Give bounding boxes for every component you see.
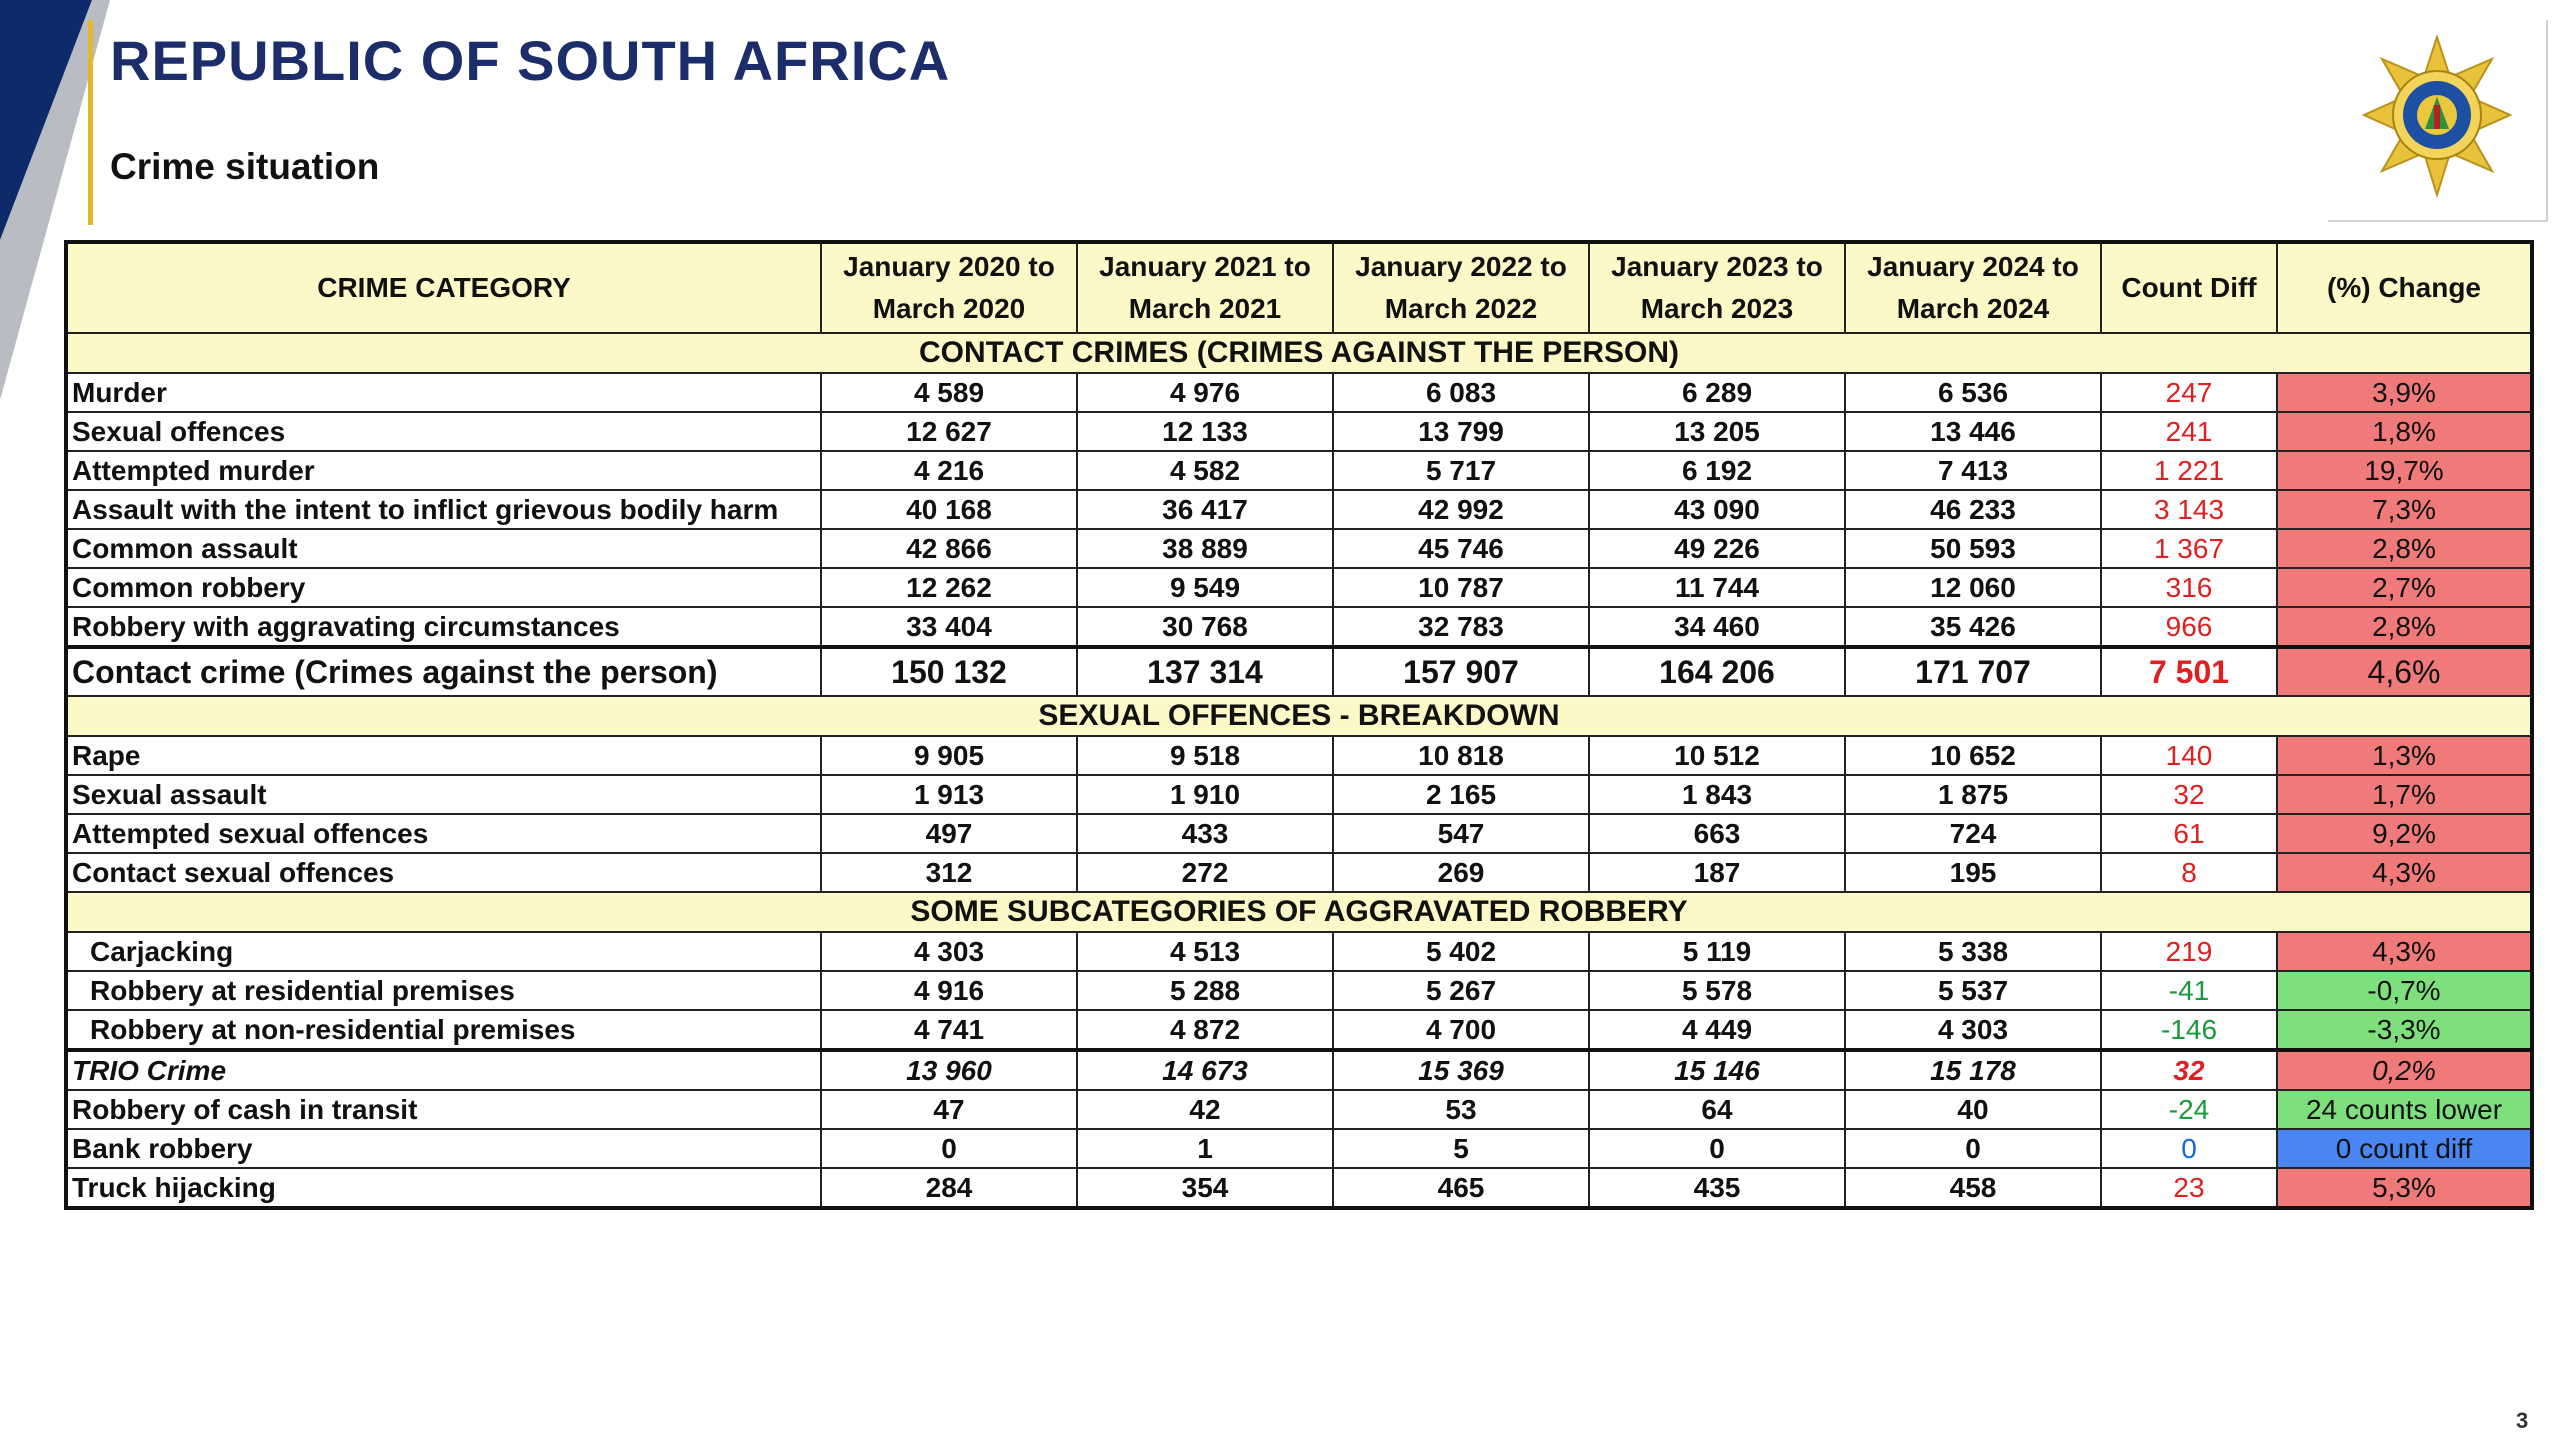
period-value-cell: 4 700 (1333, 1010, 1589, 1050)
period-value-cell: 6 289 (1589, 373, 1845, 412)
count-diff-cell: 3 143 (2101, 490, 2277, 529)
crime-category-cell: Robbery at residential premises (66, 971, 821, 1010)
period-value-cell: 42 992 (1333, 490, 1589, 529)
table-row (66, 932, 2532, 971)
period-value-cell: 4 741 (821, 1010, 1077, 1050)
count-diff-cell: 316 (2101, 568, 2277, 607)
column-header-2022: January 2022 to March 2022 (1333, 242, 1589, 333)
crime-category-cell: Bank robbery (66, 1129, 821, 1168)
period-value-cell: 9 549 (1077, 568, 1333, 607)
period-value-cell: 14 673 (1077, 1050, 1333, 1090)
column-header-category: CRIME CATEGORY (66, 242, 821, 333)
percent-change-cell: 1,7% (2277, 775, 2532, 814)
count-diff-cell: 32 (2101, 775, 2277, 814)
period-value-cell: 724 (1845, 814, 2101, 853)
count-diff-cell: 219 (2101, 932, 2277, 971)
column-header-2021: January 2021 to March 2021 (1077, 242, 1333, 333)
period-value-cell: 9 518 (1077, 736, 1333, 775)
crime-category-cell: Contact crime (Crimes against the person) (66, 647, 821, 696)
period-value-cell: 42 (1077, 1090, 1333, 1129)
period-value-cell: 12 133 (1077, 412, 1333, 451)
period-value-cell: 0 (1589, 1129, 1845, 1168)
period-value-cell: 6 536 (1845, 373, 2101, 412)
period-value-cell: 12 060 (1845, 568, 2101, 607)
crime-category-cell: Robbery with aggravating circumstances (66, 607, 821, 647)
column-header-2020: January 2020 to March 2020 (821, 242, 1077, 333)
period-value-cell: 40 (1845, 1090, 2101, 1129)
table-row (66, 568, 2532, 607)
crime-category-cell: TRIO Crime (66, 1050, 821, 1090)
count-diff-cell: 1 367 (2101, 529, 2277, 568)
percent-change-cell: 4,3% (2277, 932, 2532, 971)
period-value-cell: 171 707 (1845, 647, 2101, 696)
period-value-cell: 53 (1333, 1090, 1589, 1129)
table-row (66, 1168, 2532, 1208)
period-value-cell: 64 (1589, 1090, 1845, 1129)
period-value-cell: 49 226 (1589, 529, 1845, 568)
period-value-cell: 13 799 (1333, 412, 1589, 451)
period-value-cell: 4 303 (1845, 1010, 2101, 1050)
period-value-cell: 663 (1589, 814, 1845, 853)
period-value-cell: 13 205 (1589, 412, 1845, 451)
percent-change-cell: 4,6% (2277, 647, 2532, 696)
crime-category-cell: Sexual offences (66, 412, 821, 451)
count-diff-cell: 966 (2101, 607, 2277, 647)
percent-change-cell: 9,2% (2277, 814, 2532, 853)
percent-change-cell: 1,3% (2277, 736, 2532, 775)
period-value-cell: 4 976 (1077, 373, 1333, 412)
saps-logo (2328, 20, 2548, 222)
table-row (66, 373, 2532, 412)
period-value-cell: 15 146 (1589, 1050, 1845, 1090)
period-value-cell: 4 449 (1589, 1010, 1845, 1050)
crime-category-cell: Robbery of cash in transit (66, 1090, 821, 1129)
period-value-cell: 312 (821, 853, 1077, 892)
crime-category-cell: Common robbery (66, 568, 821, 607)
percent-change-cell: 2,8% (2277, 607, 2532, 647)
percent-change-cell: 24 counts lower (2277, 1090, 2532, 1129)
percent-change-cell: 2,8% (2277, 529, 2532, 568)
crime-statistics-table-container (64, 240, 2534, 1210)
percent-change-cell: -3,3% (2277, 1010, 2532, 1050)
period-value-cell: 458 (1845, 1168, 2101, 1208)
table-header-row (66, 242, 2532, 333)
table-row (66, 412, 2532, 451)
period-value-cell: 10 787 (1333, 568, 1589, 607)
count-diff-cell: 8 (2101, 853, 2277, 892)
period-value-cell: 9 905 (821, 736, 1077, 775)
crime-category-cell: Robbery at non-residential premises (66, 1010, 821, 1050)
period-value-cell: 547 (1333, 814, 1589, 853)
police-star-badge-icon (2362, 35, 2512, 205)
percent-change-cell: -0,7% (2277, 971, 2532, 1010)
section-header-row (66, 333, 2532, 373)
percent-change-cell: 3,9% (2277, 373, 2532, 412)
period-value-cell: 12 627 (821, 412, 1077, 451)
percent-change-cell: 7,3% (2277, 490, 2532, 529)
period-value-cell: 269 (1333, 853, 1589, 892)
column-header-2023: January 2023 to March 2023 (1589, 242, 1845, 333)
count-diff-cell: -24 (2101, 1090, 2277, 1129)
period-value-cell: 2 165 (1333, 775, 1589, 814)
table-row (66, 971, 2532, 1010)
table-row (66, 1050, 2532, 1090)
crime-category-cell: Rape (66, 736, 821, 775)
period-value-cell: 46 233 (1845, 490, 2101, 529)
period-value-cell: 195 (1845, 853, 2101, 892)
period-value-cell: 433 (1077, 814, 1333, 853)
table-row (66, 1090, 2532, 1129)
crime-category-cell: Truck hijacking (66, 1168, 821, 1208)
period-value-cell: 187 (1589, 853, 1845, 892)
section-title: CONTACT CRIMES (CRIMES AGAINST THE PERSON) (66, 333, 2532, 373)
table-row (66, 1010, 2532, 1050)
section-header-row (66, 696, 2532, 736)
period-value-cell: 10 512 (1589, 736, 1845, 775)
count-diff-cell: 61 (2101, 814, 2277, 853)
period-value-cell: 15 178 (1845, 1050, 2101, 1090)
period-value-cell: 15 369 (1333, 1050, 1589, 1090)
page-number: 3 (2516, 1408, 2529, 1433)
table-row (66, 736, 2532, 775)
percent-change-cell: 0 count diff (2277, 1129, 2532, 1168)
crime-statistics-table (64, 240, 2534, 1210)
period-value-cell: 40 168 (821, 490, 1077, 529)
period-value-cell: 1 913 (821, 775, 1077, 814)
crime-category-cell: Carjacking (66, 932, 821, 971)
period-value-cell: 497 (821, 814, 1077, 853)
table-row (66, 775, 2532, 814)
crime-category-cell: Contact sexual offences (66, 853, 821, 892)
section-title: SEXUAL OFFENCES - BREAKDOWN (66, 696, 2532, 736)
period-value-cell: 45 746 (1333, 529, 1589, 568)
crime-category-cell: Assault with the intent to inflict grievous bodily harm (66, 490, 821, 529)
period-value-cell: 1 910 (1077, 775, 1333, 814)
period-value-cell: 47 (821, 1090, 1077, 1129)
count-diff-cell: 23 (2101, 1168, 2277, 1208)
section-header-row (66, 892, 2532, 932)
percent-change-cell: 2,7% (2277, 568, 2532, 607)
period-value-cell: 1 843 (1589, 775, 1845, 814)
period-value-cell: 13 960 (821, 1050, 1077, 1090)
column-header-percent-change: (%) Change (2277, 242, 2532, 333)
column-header-2024: January 2024 to March 2024 (1845, 242, 2101, 333)
period-value-cell: 10 652 (1845, 736, 2101, 775)
period-value-cell: 4 582 (1077, 451, 1333, 490)
count-diff-cell: -146 (2101, 1010, 2277, 1050)
period-value-cell: 164 206 (1589, 647, 1845, 696)
crime-category-cell: Murder (66, 373, 821, 412)
percent-change-cell: 5,3% (2277, 1168, 2532, 1208)
count-diff-cell: 247 (2101, 373, 2277, 412)
period-value-cell: 0 (821, 1129, 1077, 1168)
period-value-cell: 11 744 (1589, 568, 1845, 607)
count-diff-cell: 1 221 (2101, 451, 2277, 490)
period-value-cell: 5 119 (1589, 932, 1845, 971)
period-value-cell: 4 216 (821, 451, 1077, 490)
crime-category-cell: Attempted murder (66, 451, 821, 490)
period-value-cell: 5 (1333, 1129, 1589, 1168)
period-value-cell: 36 417 (1077, 490, 1333, 529)
period-value-cell: 5 717 (1333, 451, 1589, 490)
period-value-cell: 5 288 (1077, 971, 1333, 1010)
percent-change-cell: 1,8% (2277, 412, 2532, 451)
count-diff-cell: 140 (2101, 736, 2277, 775)
period-value-cell: 33 404 (821, 607, 1077, 647)
period-value-cell: 42 866 (821, 529, 1077, 568)
period-value-cell: 12 262 (821, 568, 1077, 607)
period-value-cell: 1 (1077, 1129, 1333, 1168)
period-value-cell: 13 446 (1845, 412, 2101, 451)
period-value-cell: 43 090 (1589, 490, 1845, 529)
count-diff-cell: 7 501 (2101, 647, 2277, 696)
period-value-cell: 284 (821, 1168, 1077, 1208)
period-value-cell: 7 413 (1845, 451, 2101, 490)
period-value-cell: 4 589 (821, 373, 1077, 412)
count-diff-cell: 241 (2101, 412, 2277, 451)
percent-change-cell: 19,7% (2277, 451, 2532, 490)
period-value-cell: 465 (1333, 1168, 1589, 1208)
period-value-cell: 4 916 (821, 971, 1077, 1010)
period-value-cell: 10 818 (1333, 736, 1589, 775)
column-header-count-diff: Count Diff (2101, 242, 2277, 333)
period-value-cell: 1 875 (1845, 775, 2101, 814)
period-value-cell: 137 314 (1077, 647, 1333, 696)
table-row (66, 1129, 2532, 1168)
count-diff-cell: -41 (2101, 971, 2277, 1010)
table-row (66, 607, 2532, 647)
period-value-cell: 435 (1589, 1168, 1845, 1208)
percent-change-cell: 4,3% (2277, 853, 2532, 892)
period-value-cell: 272 (1077, 853, 1333, 892)
period-value-cell: 38 889 (1077, 529, 1333, 568)
period-value-cell: 4 303 (821, 932, 1077, 971)
period-value-cell: 30 768 (1077, 607, 1333, 647)
period-value-cell: 5 537 (1845, 971, 2101, 1010)
period-value-cell: 50 593 (1845, 529, 2101, 568)
table-row (66, 814, 2532, 853)
period-value-cell: 0 (1845, 1129, 2101, 1168)
period-value-cell: 5 402 (1333, 932, 1589, 971)
crime-category-cell: Common assault (66, 529, 821, 568)
period-value-cell: 34 460 (1589, 607, 1845, 647)
period-value-cell: 35 426 (1845, 607, 2101, 647)
period-value-cell: 32 783 (1333, 607, 1589, 647)
period-value-cell: 4 872 (1077, 1010, 1333, 1050)
period-value-cell: 6 192 (1589, 451, 1845, 490)
section-title: SOME SUBCATEGORIES OF AGGRAVATED ROBBERY (66, 892, 2532, 932)
period-value-cell: 6 083 (1333, 373, 1589, 412)
period-value-cell: 157 907 (1333, 647, 1589, 696)
table-row (66, 853, 2532, 892)
table-row (66, 529, 2532, 568)
page-subtitle: Crime situation (110, 146, 380, 187)
crime-category-cell: Sexual assault (66, 775, 821, 814)
period-value-cell: 5 578 (1589, 971, 1845, 1010)
table-row (66, 451, 2532, 490)
page-title: REPUBLIC OF SOUTH AFRICA (110, 29, 951, 92)
title-accent-bar (88, 20, 93, 225)
table-total-row (66, 647, 2532, 696)
period-value-cell: 5 338 (1845, 932, 2101, 971)
crime-category-cell: Attempted sexual offences (66, 814, 821, 853)
count-diff-cell: 32 (2101, 1050, 2277, 1090)
count-diff-cell: 0 (2101, 1129, 2277, 1168)
period-value-cell: 354 (1077, 1168, 1333, 1208)
period-value-cell: 150 132 (821, 647, 1077, 696)
period-value-cell: 5 267 (1333, 971, 1589, 1010)
period-value-cell: 4 513 (1077, 932, 1333, 971)
percent-change-cell: 0,2% (2277, 1050, 2532, 1090)
table-row (66, 490, 2532, 529)
